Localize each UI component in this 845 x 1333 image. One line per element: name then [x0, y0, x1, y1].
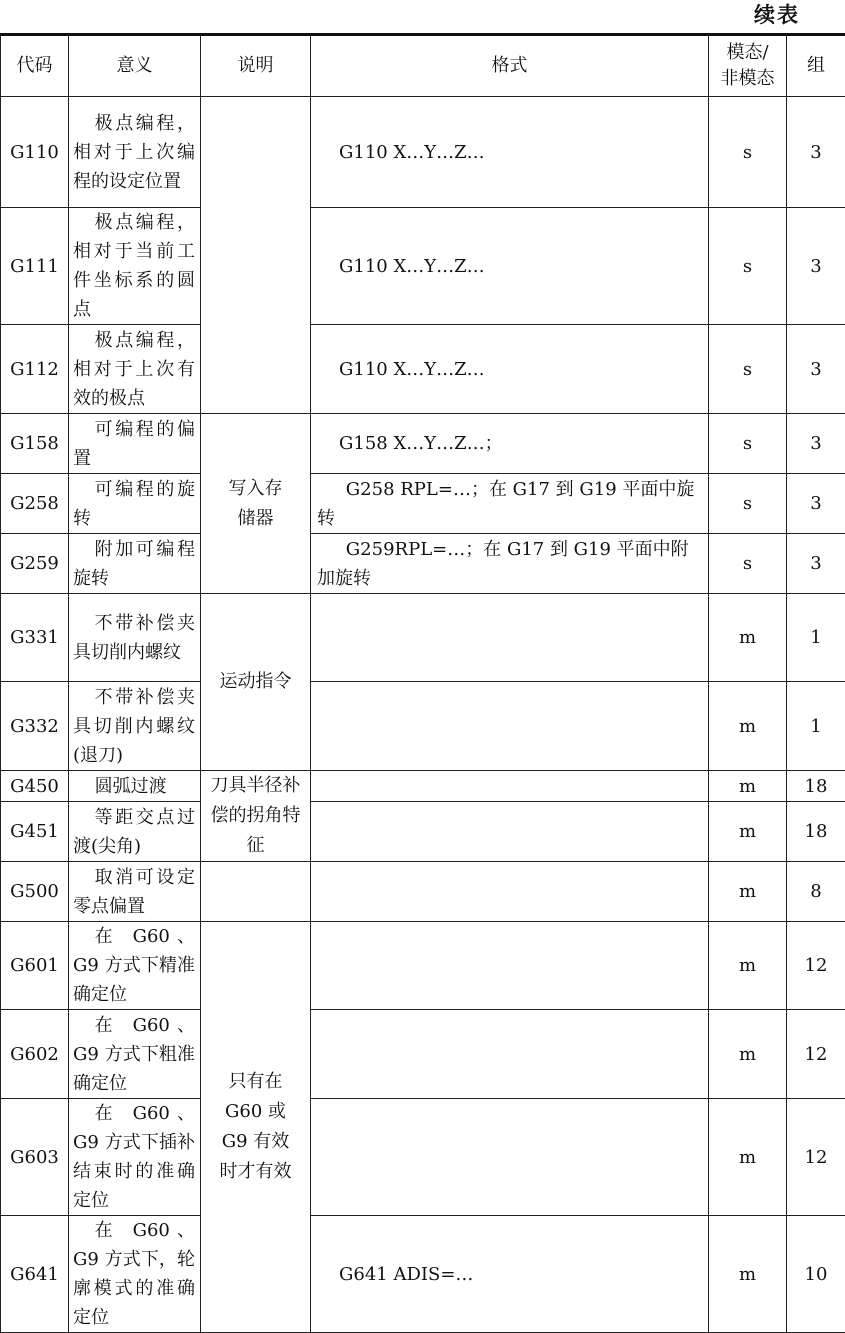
gcode-table [0, 33, 845, 1333]
table-row [1, 474, 845, 534]
cell-meaning [69, 594, 201, 682]
cell-meaning [69, 474, 201, 534]
meaning-text: 极点编程，相对于上次有效的极点 [73, 326, 195, 413]
cell-code: G451 [1, 802, 69, 862]
cell-group: 18 [787, 802, 845, 862]
meaning-text: 圆弧过渡 [73, 772, 195, 801]
header-group: 组 [787, 35, 845, 97]
cell-meaning [69, 802, 201, 862]
cell-meaning [69, 922, 201, 1010]
desc-write-storage: 写入存储器 [221, 474, 291, 534]
cell-mode: m [709, 922, 787, 1010]
cell-meaning [69, 682, 201, 771]
desc-g60-only: 只有在 G60 或 G9 有效时才有效 [218, 1067, 294, 1187]
meaning-text: 极点编程，相对于上次编程的设定位置 [73, 109, 195, 196]
cell-mode: m [709, 594, 787, 682]
cell-group: 1 [787, 682, 845, 771]
cell-format: G110 X…Y…Z… [311, 208, 709, 325]
cell-meaning [69, 534, 201, 594]
table-row [1, 1216, 845, 1333]
cell-meaning [69, 771, 201, 802]
table-row [1, 922, 845, 1010]
cell-group: 3 [787, 208, 845, 325]
cell-group: 8 [787, 862, 845, 922]
cell-format [311, 922, 709, 1010]
cell-meaning [69, 1216, 201, 1333]
meaning-text: 在 G60、G9 方式下插补结束时的准确定位 [73, 1099, 195, 1215]
meaning-text: 附加可编程旋转 [73, 535, 195, 593]
cell-group: 12 [787, 1010, 845, 1099]
cell-mode: m [709, 1010, 787, 1099]
cell-mode: m [709, 1099, 787, 1216]
table-row [1, 1099, 845, 1216]
cell-mode: m [709, 862, 787, 922]
cell-desc: 运动指令 [201, 594, 311, 771]
cell-format [311, 474, 709, 534]
cell-code: G331 [1, 594, 69, 682]
cell-format [311, 862, 709, 922]
cell-mode: m [709, 771, 787, 802]
cell-group: 3 [787, 97, 845, 208]
meaning-text: 取消可设定零点偏置 [73, 863, 195, 921]
cell-code: G332 [1, 682, 69, 771]
cell-code: G601 [1, 922, 69, 1010]
cell-code: G259 [1, 534, 69, 594]
cell-format [311, 1010, 709, 1099]
cell-group: 3 [787, 325, 845, 414]
cell-format: G641 ADIS=… [311, 1216, 709, 1333]
cell-code: G602 [1, 1010, 69, 1099]
cell-meaning [69, 414, 201, 474]
header-format: 格式 [311, 35, 709, 97]
cell-mode: s [709, 534, 787, 594]
meaning-text: 在 G60、G9 方式下精准确定位 [73, 922, 195, 1009]
cell-format [311, 771, 709, 802]
table-row [1, 414, 845, 474]
cell-code: G603 [1, 1099, 69, 1216]
cell-group: 3 [787, 534, 845, 594]
header-desc: 说明 [201, 35, 311, 97]
table-row [1, 325, 845, 414]
cell-code: G450 [1, 771, 69, 802]
cell-group: 12 [787, 922, 845, 1010]
cell-meaning [69, 325, 201, 414]
meaning-text: 可编程的旋转 [73, 475, 195, 533]
cell-code: G110 [1, 97, 69, 208]
table-row [1, 534, 845, 594]
cell-group: 12 [787, 1099, 845, 1216]
table-caption: 续表 [754, 0, 800, 32]
meaning-text: 极点编程，相对于当前工件坐标系的圆点 [73, 208, 195, 324]
cell-mode: s [709, 325, 787, 414]
cell-mode: m [709, 682, 787, 771]
meaning-text: 等距交点过渡(尖角) [73, 803, 195, 861]
table-row [1, 682, 845, 771]
table-row [1, 802, 845, 862]
header-meaning: 意义 [69, 35, 201, 97]
table-row [1, 771, 845, 802]
table-row [1, 97, 845, 208]
cell-desc-empty [201, 97, 311, 414]
cell-mode: s [709, 414, 787, 474]
cell-meaning [69, 862, 201, 922]
cell-group: 18 [787, 771, 845, 802]
cell-meaning [69, 97, 201, 208]
cell-mode: m [709, 1216, 787, 1333]
format-text: G259RPL=…；在 G17 到 G19 平面中附加旋转 [317, 535, 702, 593]
cell-format: G110 X…Y…Z… [311, 97, 709, 208]
desc-cutter-corner: 刀具半径补偿的拐角特征 [203, 771, 309, 861]
table-row [1, 862, 845, 922]
cell-code: G158 [1, 414, 69, 474]
cell-code: G641 [1, 1216, 69, 1333]
table-row [1, 594, 845, 682]
cell-group: 3 [787, 414, 845, 474]
cell-format [311, 1099, 709, 1216]
cell-code: G112 [1, 325, 69, 414]
table-row [1, 1010, 845, 1099]
cell-meaning [69, 1010, 201, 1099]
cell-format [311, 534, 709, 594]
cell-code: G500 [1, 862, 69, 922]
cell-format: G158 X…Y…Z…； [311, 414, 709, 474]
cell-desc [201, 922, 311, 1333]
meaning-text: 不带补偿夹具切削内螺纹(退刀) [73, 683, 195, 770]
cell-desc-empty [201, 862, 311, 922]
header-mode [709, 35, 787, 97]
format-text: G258 RPL=…；在 G17 到 G19 平面中旋转 [317, 475, 702, 533]
meaning-text: 不带补偿夹具切削内螺纹 [73, 609, 195, 667]
cell-format: G110 X…Y…Z… [311, 325, 709, 414]
cell-meaning [69, 208, 201, 325]
cell-desc [201, 414, 311, 594]
cell-group: 1 [787, 594, 845, 682]
header-mode-line2: 非模态 [721, 68, 775, 89]
meaning-text: 可编程的偏置 [73, 415, 195, 473]
cell-group: 3 [787, 474, 845, 534]
table-row [1, 208, 845, 325]
cell-format [311, 682, 709, 771]
cell-format [311, 594, 709, 682]
cell-mode: s [709, 474, 787, 534]
cell-mode: s [709, 97, 787, 208]
cell-mode: s [709, 208, 787, 325]
cell-desc [201, 771, 311, 862]
cell-meaning [69, 1099, 201, 1216]
header-row [1, 35, 845, 97]
cell-mode: m [709, 802, 787, 862]
meaning-text: 在 G60、G9 方式下，轮廓模式的准确定位 [73, 1216, 195, 1332]
cell-code: G111 [1, 208, 69, 325]
cell-format [311, 802, 709, 862]
meaning-text: 在 G60、G9 方式下粗准确定位 [73, 1011, 195, 1098]
cell-code: G258 [1, 474, 69, 534]
header-mode-line1: 模态/ [726, 42, 768, 63]
cell-group: 10 [787, 1216, 845, 1333]
header-code: 代码 [1, 35, 69, 97]
